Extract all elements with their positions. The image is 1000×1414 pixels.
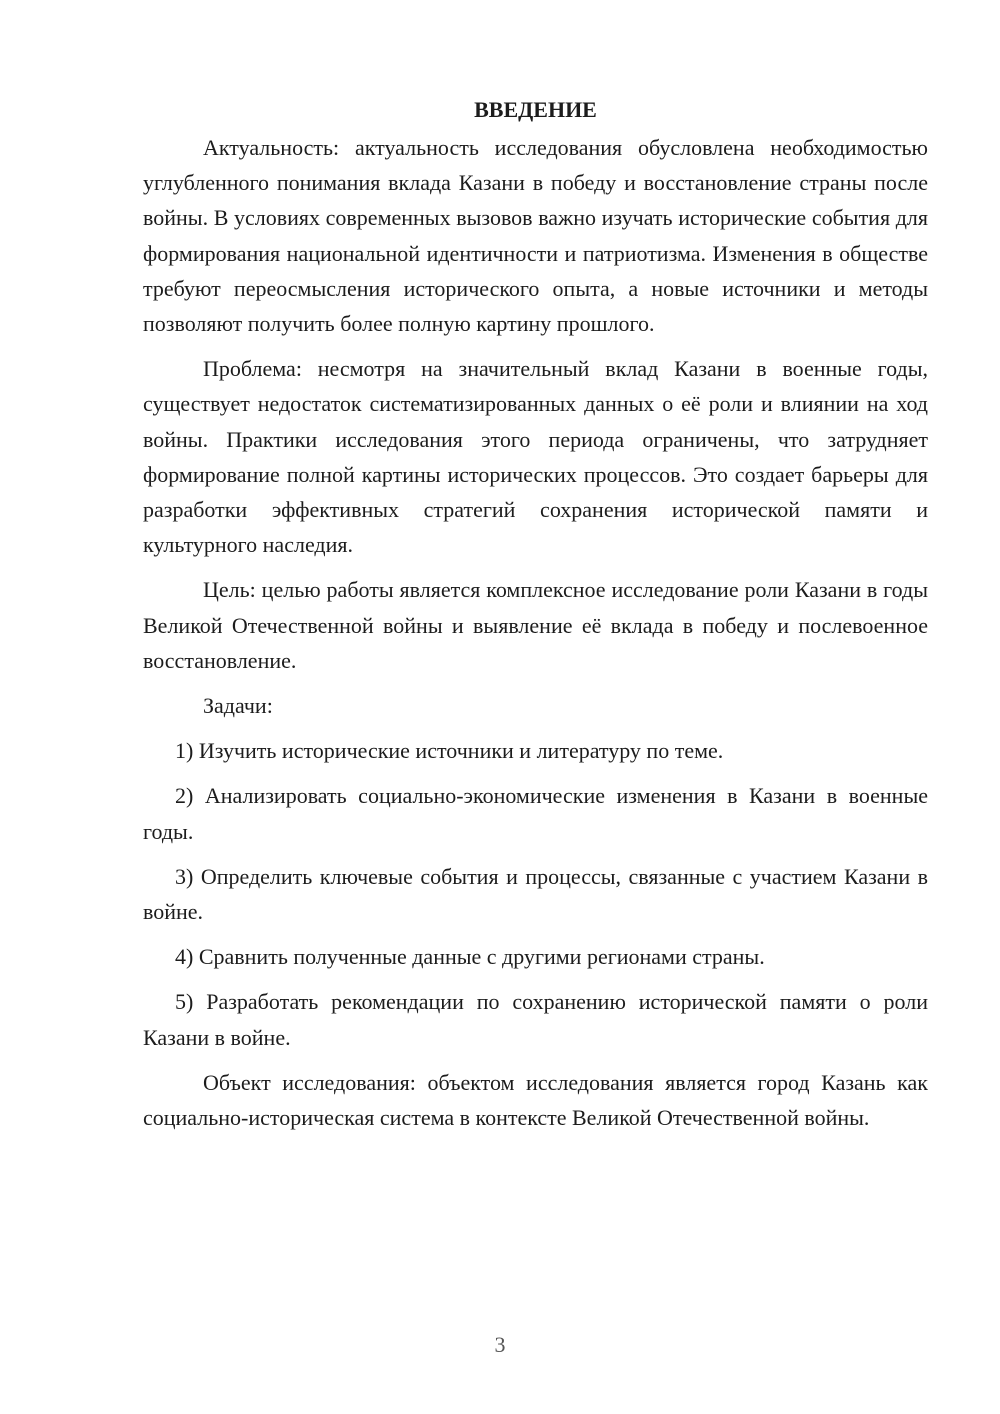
task-item-3: 3) Определить ключевые события и процессы, связанные с участием Казани в войне. — [143, 863, 928, 925]
page-number: 3 — [494, 1332, 506, 1357]
tasks-heading: Задачи: — [203, 693, 273, 719]
goal-paragraph: Цель: целью работы является комплексное исследование роли Казани в годы Великой Отечественной войны и выявление её вклада в победу и послевоенное восстановление. — [143, 577, 928, 673]
object-paragraph: Объект исследования: объектом исследования является город Казань как социально-историческая система в контексте Великой Отечественной войны. — [143, 1069, 928, 1131]
relevance-paragraph: Актуальность: актуальность исследования обусловлена необходимостью углубленного понимания вклада Казани в победу и восстановление страны после войны. В условиях современных вызовов важно изучать исторические события для формирования национальной идентичности и патриотизма. Изменения в обществе требуют переосмысления исторического опыта, а новые источники и методы позволяют получить более полную картину прошлого. — [143, 135, 928, 337]
task-item-5: 5) Разработать рекомендации по сохранению исторической памяти о роли Казани в войне. — [143, 989, 928, 1050]
problem-paragraph: Проблема: несмотря на значительный вклад Казани в военные годы, существует недостаток систематизированных данных о её роли и влиянии на ход войны. Практики исследования этого периода ограничены, что затрудняет формирование полной картины исторических процессов. Это создает барьеры для разработки эффективных стратегий сохранения исторической памяти и культурного наследия. — [143, 356, 928, 558]
document-page — [143, 92, 928, 1145]
page-title: ВВЕДЕНИЕ — [474, 97, 597, 122]
task-item-4: 4) Сравнить полученные данные с другими регионами страны. — [175, 944, 765, 970]
task-item-2: 2) Анализировать социально-экономические изменения в Казани в военные годы. — [143, 783, 928, 844]
task-item-1: 1) Изучить исторические источники и литературу по теме. — [175, 738, 724, 764]
